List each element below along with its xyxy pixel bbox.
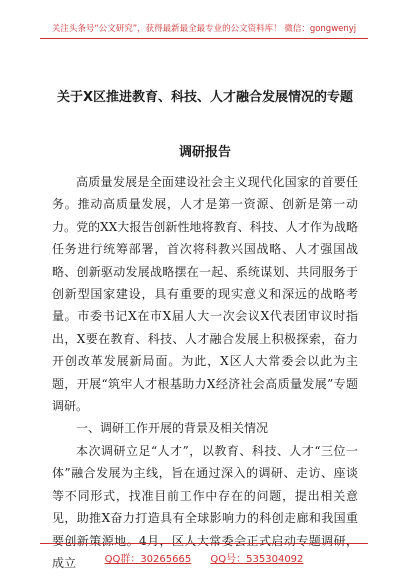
document-title: 关于X区推进教育、科技、人才融合发展情况的专题调研报告	[56, 90, 354, 160]
paragraph-intro: 高质量发展是全面建设社会主义现代化国家的首要任务。推动高质量发展，人才是第一资源、创新是第一动力。党的XX大报告创新性地将教育、科技、人才作为战略任务进行统筹部署，首次将科教兴国战略、人才强国战略、创新驱动发展战略摆在一起、系统谋划、共同服务于创新型国家建设，具有重要的现实意义和深远的战略考量。市委书记X在市X届人大一次会议X代表团审议时指出，X要在教育、科技、人才融合发展上积极探索，奋力开创改革发展新局面。为此，X区人大常委会以此为主题，开展“筑牢人才根基助力X经济社会高质量发展”专题调研。	[52, 175, 358, 414]
footer-contact	[0, 550, 408, 565]
footer-qq-group: QQ群：30265665	[104, 554, 192, 565]
paragraph-section-1: 本次调研立足“人才”，以教育、科技、人才“三位一体”融合发展为主线，旨在通过深入的调研、走访、座谈等不同形式，找准目前工作中存在的问题，提出相关意见，助推X奋力打造具有全球影响力的科创走廊和我国重要创新策源地。4月，区人大常委会正式启动专题调研，成立	[52, 443, 358, 570]
section-heading-1: 一、调研工作开展的背景及相关情况	[76, 421, 269, 436]
header-divider	[40, 38, 368, 39]
footer-divider	[40, 543, 368, 544]
footer-qq-number: QQ号：535304092	[210, 554, 304, 565]
header-watermark-note: 关注头条号“公文研究”，获得最新最全最专业的公文资料库！ 微信：gongwenyj	[51, 24, 357, 34]
